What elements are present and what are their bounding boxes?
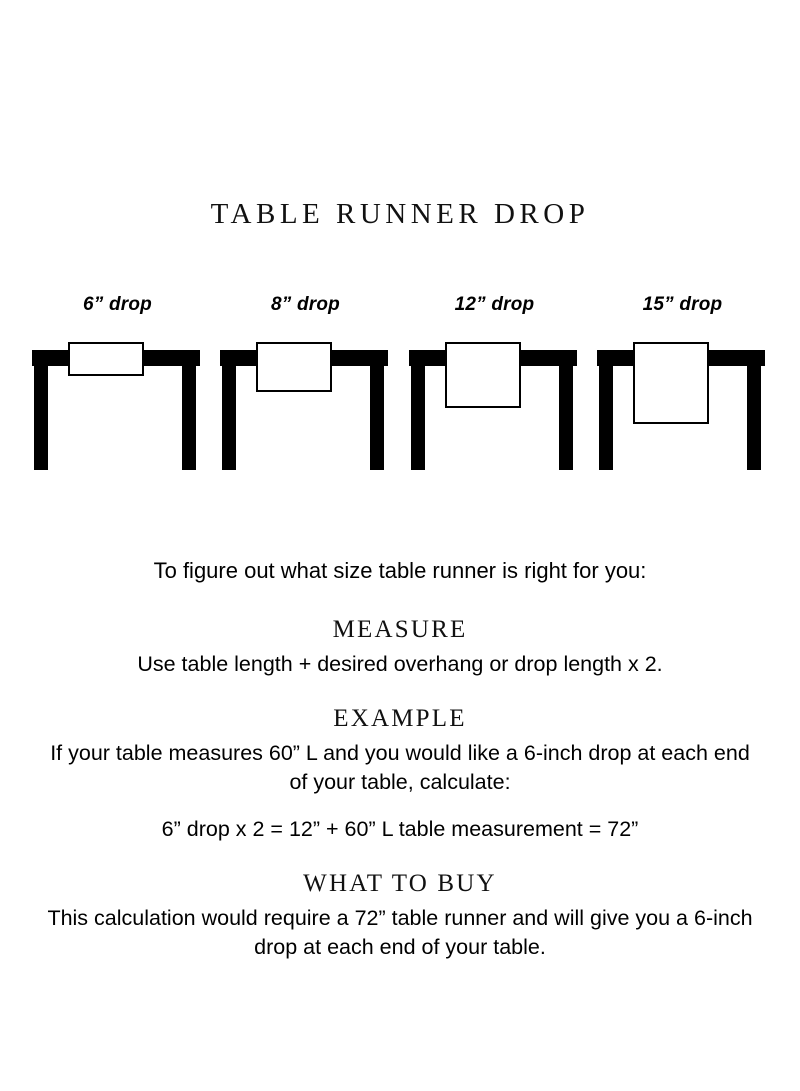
section-measure bbox=[24, 616, 776, 679]
drop-label: 15” drop bbox=[642, 294, 723, 315]
table-leg-left-icon bbox=[222, 366, 236, 470]
table-illustration bbox=[30, 286, 205, 486]
section-text-measure: Use table length + desired overhang or drop length x 2. bbox=[137, 652, 663, 676]
runner-drop-icon bbox=[68, 342, 144, 376]
table-leg-right-icon bbox=[747, 366, 761, 470]
table-leg-right-icon bbox=[559, 366, 573, 470]
table-illustration bbox=[595, 286, 770, 486]
table-illustration-group bbox=[30, 286, 770, 486]
section-heading-example: EXAMPLE bbox=[333, 705, 467, 732]
example-calculation: 6” drop x 2 = 12” + 60” L table measurement = 72” bbox=[161, 817, 639, 841]
section-example bbox=[24, 705, 776, 844]
drop-label: 8” drop bbox=[271, 294, 340, 315]
drop-diagram bbox=[30, 286, 770, 486]
page-title: TABLE RUNNER DROP bbox=[210, 198, 590, 230]
instructions bbox=[24, 556, 776, 988]
drop-label: 6” drop bbox=[83, 294, 152, 315]
table-leg-right-icon bbox=[182, 366, 196, 470]
table-leg-left-icon bbox=[34, 366, 48, 470]
table-illustration bbox=[218, 286, 393, 486]
section-heading-measure: MEASURE bbox=[332, 616, 468, 643]
table-leg-left-icon bbox=[411, 366, 425, 470]
section-what-to-buy bbox=[24, 870, 776, 962]
table-illustration bbox=[407, 286, 582, 486]
table-leg-right-icon bbox=[370, 366, 384, 470]
table-leg-left-icon bbox=[599, 366, 613, 470]
runner-drop-icon bbox=[445, 342, 521, 408]
runner-drop-icon bbox=[633, 342, 709, 424]
drop-label: 12” drop bbox=[454, 294, 535, 315]
instructions-lead: To figure out what size table runner is right for you: bbox=[153, 558, 647, 583]
section-text-example: If your table measures 60” L and you would like a 6-inch drop at each end of your table, calculate: bbox=[50, 741, 750, 794]
section-text-what-to-buy: This calculation would require a 72” table runner and will give you a 6-inch drop at each end of your table. bbox=[47, 906, 753, 959]
section-heading-what-to-buy: WHAT TO BUY bbox=[303, 870, 497, 897]
runner-drop-icon bbox=[256, 342, 332, 392]
